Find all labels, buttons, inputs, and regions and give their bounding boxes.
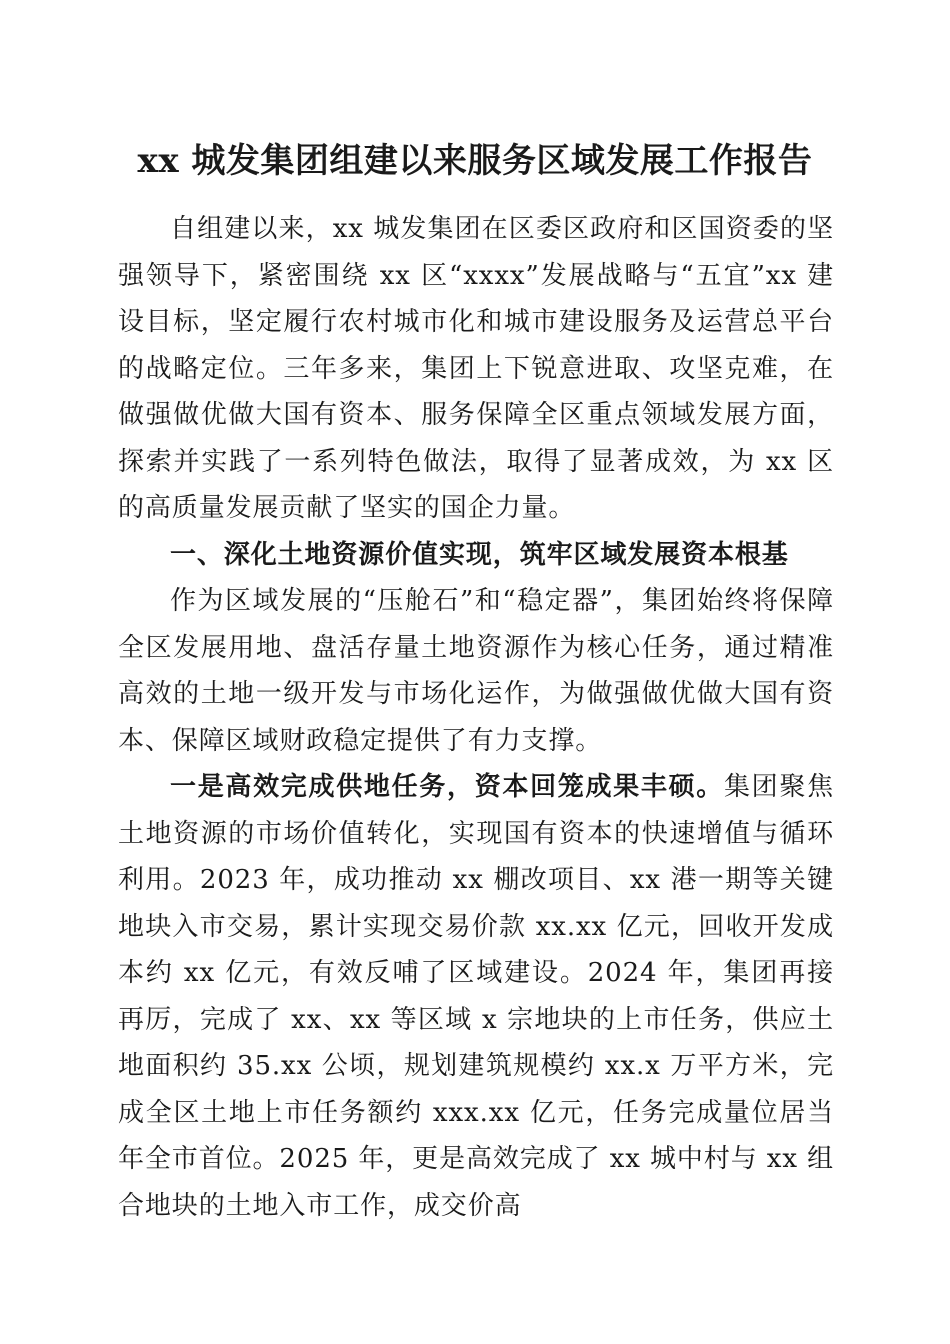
section-1-heading: 一、深化土地资源价值实现，筑牢区域发展资本根基	[170, 539, 789, 570]
section-1-point-1	[118, 764, 834, 1229]
point-1-text: 集团聚焦土地资源的市场价值转化，实现国有资本的快速增值与循环利用。2023 年，成功推动 xx 棚改项目、xx 港一期等关键地块入市交易，累计实现交易价款 xx.xx 亿元，回收开发成本约 xx 亿元，有效反哺了区域建设。2024 年，集团再接再厉，完成了 xx、xx 等区域 x 宗地块的上市任务，供应土地面积约 35.xx 公顷，规划建筑规模约 xx.x 万平方米，完成全区土地上市任务额约 xxx.xx 亿元，任务完成量位居当年全市首位。2025 年，更是高效完成了 xx 城中村与 xx 组合地块的土地入市工作，成交价高	[118, 772, 834, 1221]
document-body	[118, 206, 834, 1229]
section-1-paragraph: 作为区域发展的“压舱石”和“稳定器”，集团始终将保障全区发展用地、盘活存量土地资源作为核心任务，通过精准高效的土地一级开发与市场化运作，为做强做优做大国有资本、保障区域财政稳定提供了有力支撑。	[118, 586, 834, 756]
document-title: xx 城发集团组建以来服务区域发展工作报告	[137, 141, 813, 181]
point-1-lead: 一是高效完成供地任务，资本回笼成果丰硕。	[170, 772, 724, 802]
intro-paragraph: 自组建以来，xx 城发集团在区委区政府和区国资委的坚强领导下，紧密围绕 xx 区“xxxx”发展战略与“五宜”xx 建设目标，坚定履行农村城市化和城市建设服务及运营总平台的战略定位。三年多来，集团上下锐意进取、攻坚克难，在做强做优做大国有资本、服务保障全区重点领域发展方面，探索并实践了一系列特色做法，取得了显著成效，为 xx 区的高质量发展贡献了坚实的国企力量。	[118, 214, 834, 523]
